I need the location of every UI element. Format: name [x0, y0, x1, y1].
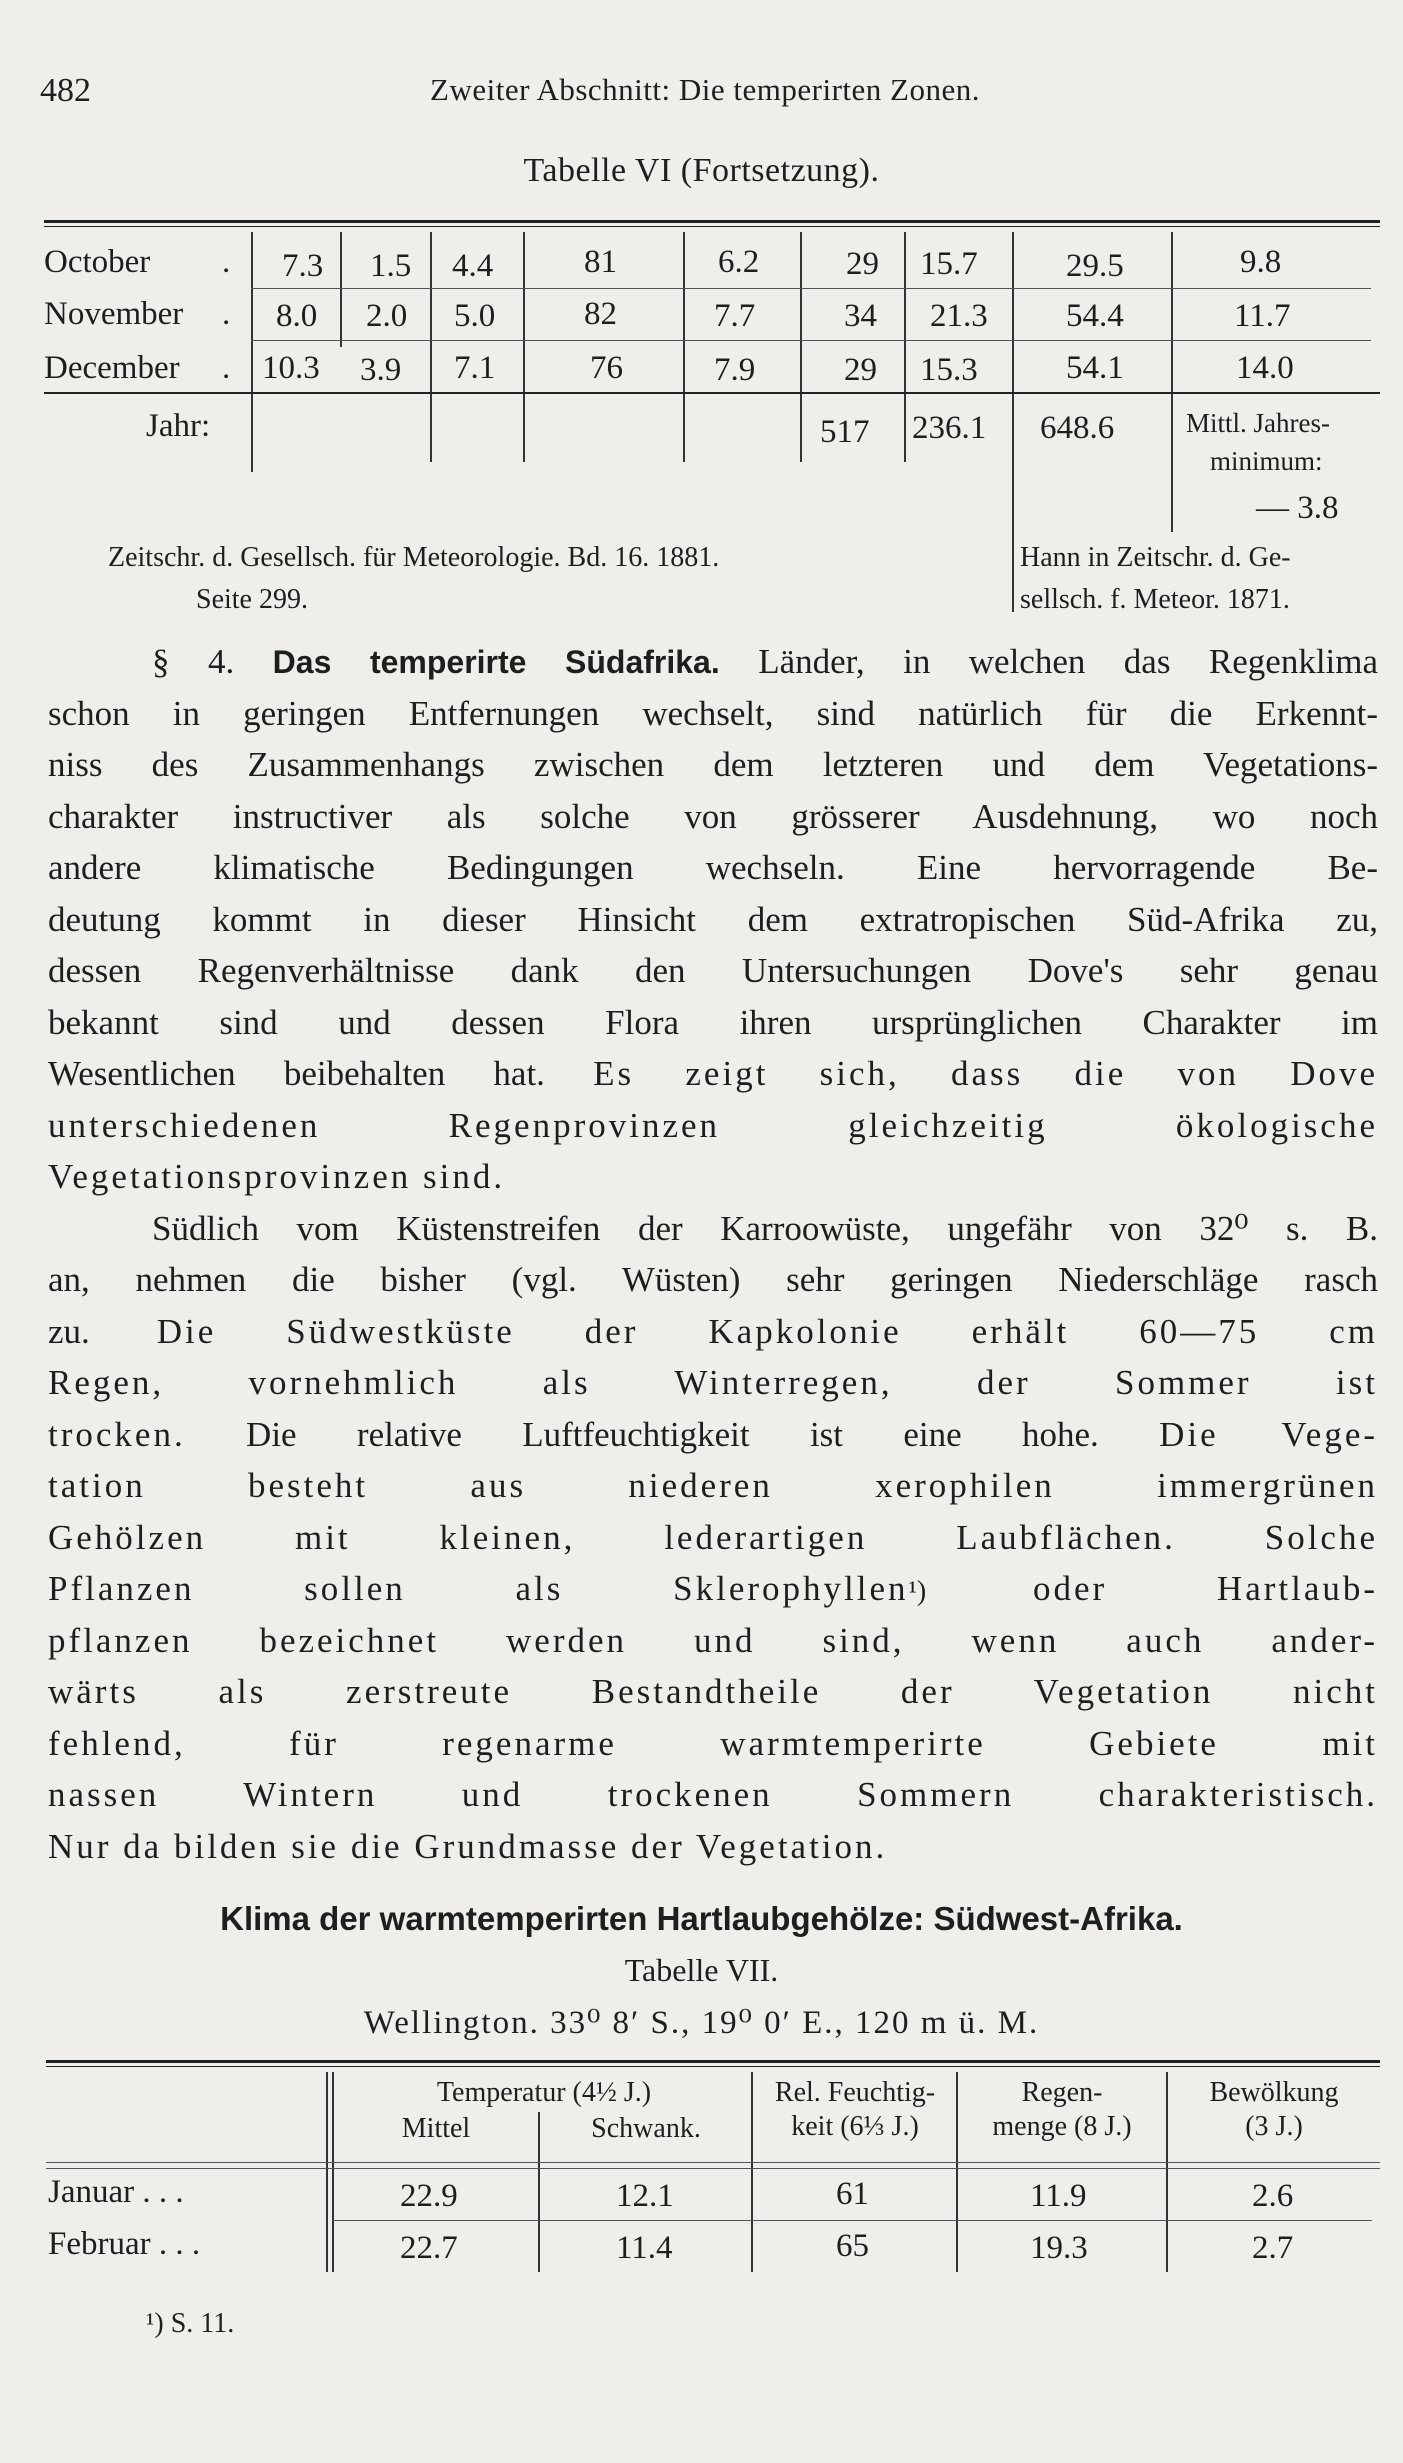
table7-heading: Klima der warmtemperirten Hartlaubgehölze: Südwest-Afrika.: [220, 1900, 1183, 1937]
col-header-schwank: Schwank.: [591, 2113, 701, 2144]
text-line: zu. Die Südwestküste der Kapkolonie erhält 60—75 cm: [48, 1311, 1379, 1351]
running-title: Zweiter Abschnitt: Die temperirten Zonen.: [430, 72, 980, 107]
cell: 8.0: [276, 298, 318, 334]
cell: 14.0: [1236, 350, 1294, 386]
text-line: Wesentlichen beibehalten hat. Es zeigt sich, dass die von Dove: [48, 1054, 1379, 1093]
footnote-ref: ¹): [908, 1576, 927, 1607]
cell: 3.9: [360, 352, 402, 388]
cell: 65: [836, 2228, 869, 2264]
text-line: unterschiedenen Regenprovinzen gleichzeitig ökologische: [48, 1105, 1378, 1145]
cell: 34: [844, 298, 877, 334]
col-header-feucht: Rel. Feuchtig- keit (6⅓ J.): [774, 2077, 936, 2142]
row-month: November: [44, 296, 184, 332]
text-line: an, nehmen die bisher (vgl. Wüsten) sehr geringen Niederschläge rasch: [48, 1260, 1378, 1299]
col-header-temp: Temperatur (4½ J.): [436, 2077, 652, 2108]
source-right: sellsch. f. Meteor. 1871.: [1020, 584, 1290, 615]
cell: 9.8: [1240, 244, 1282, 280]
table7-top-rule: [46, 2060, 1380, 2063]
text-line: fehlend, für regenarme warmtemperirte Gebiete mit: [48, 1723, 1378, 1763]
row-divider: [332, 2220, 1372, 2221]
cell: 10.3: [262, 350, 320, 386]
text-line: deutung kommt in dieser Hinsicht dem extratropischen Süd-Afrika zu,: [48, 899, 1378, 939]
cell: 7.7: [714, 298, 756, 334]
text-line: pflanzen bezeichnet werden und sind, wenn auch ander-: [48, 1620, 1378, 1660]
cell: 81: [584, 244, 617, 280]
cell: 1.5: [370, 248, 412, 284]
cell: 15.7: [920, 246, 978, 282]
cell: 22.7: [400, 2230, 458, 2266]
cell: 7.3: [282, 248, 324, 284]
col-header-mittel: Mittel: [401, 2113, 471, 2144]
mittl-label: Mittl. Jahres-: [1186, 408, 1330, 438]
col-header-bewoelkung: Bewölkung (3 J.): [1209, 2077, 1339, 2142]
cell: 29: [844, 352, 877, 388]
row-month: Januar . . .: [48, 2174, 184, 2210]
text-line: nassen Wintern und trockenen Sommern charakteristisch.: [48, 1775, 1378, 1814]
text-line: dessen Regenverhältnisse dank den Untersuchungen Dove's sehr genau: [48, 951, 1378, 990]
cell: 21.3: [930, 298, 988, 334]
cell: 29.5: [1066, 248, 1124, 284]
section-4: § 4. Das temperirte Südafrika. Länder, in welchen das Regenklima schon in geringen Entfernungen wechselt, sind natürlich für die Erkennt- niss des Zusammenhangs zwischen dem letzteren und dem Vegetations- charakter instructiver als solche von grösserer Ausdehnung, wo noch andere klimatische Bedingungen wechseln. Eine hervorragende Be- deutung kommt in dieser Hinsicht dem extratropischen Süd-Afrika zu, dessen Regenverhältnisse dank den Untersuchungen Dove's sehr genau bekannt sind und dessen Flora ihren ursprünglichen Charakter im Wesentlichen beibehalten hat. Es zeigt sich, dass die von Dove unterschiedenen Regenprovinzen gleichzeitig ökologische Vegetationsprovinzen sind. Südlich vom Küstenstreifen der Karroowüste, ungefähr von 32⁰ s. B. an, nehmen die bisher (vgl. Wüsten) sehr geringen Niederschläge rasch zu. Die Südwestküste der Kapkolonie erhält 60—75 cm Regen, vornehmlich als Winterregen, der Sommer ist trocken. Die relative Luftfeuchtigkeit ist eine hohe. Die Vege- tation besteht aus niederen xerophilen immergrünen Gehölzen mit kleinen, lederartigen Laubflächen. Solche Pflanzen sollen als Sklerophyllen¹) oder Hartlaub- pflanzen bezeichnet werden und sind, wenn auch ander- wärts als zerstreute Bestandtheile der Vegetation nicht fehlend, für regenarme warmtemperirte Gebiete mit nassen Wintern und trockenen Sommern charakteristisch. Nur da bilden sie die Grundmasse der Vegetation.: [48, 636, 1378, 1872]
section-number: § 4.: [152, 642, 235, 681]
cell: 54.1: [1066, 350, 1124, 386]
cell: 11.4: [616, 2230, 673, 2266]
cell: 2.7: [1252, 2230, 1294, 2266]
text-line: Regen, vornehmlich als Winterregen, der Sommer ist: [48, 1363, 1378, 1402]
cell: 517: [820, 414, 870, 450]
mittl-label: minimum:: [1210, 446, 1323, 476]
header-divider: [46, 2162, 1380, 2163]
text-line: bekannt sind und dessen Flora ihren ursprünglichen Charakter im: [48, 1002, 1378, 1042]
source-left: Seite 299.: [196, 584, 308, 615]
text-line: schon in geringen Entfernungen wechselt, sind natürlich für die Erkennt-: [48, 693, 1378, 733]
header-divider: [46, 2168, 1380, 2169]
table6: October . 7.3 1.5 4.4 81 6.2 29 15.7 29.5 9.8 November . 8.0 2.0 5.0 82 7.7 34 21.3 54.4 11.7 December . 10.3 3.9 7.1 76 7.9 29 15.3 54.1 14.0 Jahr: 517 236.1 648.6 Mittl. Jahres- minimum: — 3.8 Zeitschr. d. Gesellsch. für Meteorologie. Bd. 16. 1881. Seite 299. Hann in Zeitschr. d. Ge- sellsch. f. Meteor. 1871.: [0, 0, 1403, 620]
mittl-value: — 3.8: [1256, 490, 1339, 526]
col-divider: [326, 2072, 328, 2272]
cell: 11.9: [1030, 2178, 1087, 2214]
source-left: Zeitschr. d. Gesellsch. für Meteorologie. Bd. 16. 1881.: [108, 542, 720, 573]
cell: 11.7: [1234, 298, 1291, 334]
section-title: Das temperirte Südafrika.: [272, 644, 720, 680]
cell: 29: [846, 246, 879, 282]
cell: 7.1: [454, 350, 496, 386]
text-line: Vegetationsprovinzen sind.: [48, 1157, 506, 1196]
text-line: Südlich vom Küstenstreifen der Karroowüste, ungefähr von 32⁰ s. B.: [152, 1208, 1378, 1248]
text-line: trocken. Die relative Luftfeuchtigkeit ist eine hohe. Die Vege-: [48, 1414, 1379, 1454]
cell: 19.3: [1030, 2230, 1088, 2266]
text-line: charakter instructiver als solche von grösserer Ausdehnung, wo noch: [48, 796, 1378, 836]
text-line: Nur da bilden sie die Grundmasse der Vegetation.: [48, 1826, 888, 1866]
table7-caption: Tabelle VII.: [624, 1952, 779, 1988]
jahr-label: Jahr:: [146, 408, 211, 444]
source-right: Hann in Zeitschr. d. Ge-: [1020, 542, 1291, 573]
cell: 22.9: [400, 2178, 458, 2214]
footnote: ¹) S. 11.: [146, 2308, 235, 2339]
cell: 648.6: [1040, 410, 1115, 446]
row-month: December: [44, 350, 180, 386]
row-month: Februar . . .: [48, 2226, 201, 2262]
cell: 76: [590, 350, 623, 386]
cell: 12.1: [616, 2178, 674, 2214]
row-month: October: [44, 244, 151, 280]
text-line: tation besteht aus niederen xerophilen immergrünen: [48, 1466, 1378, 1505]
cell: 4.4: [452, 248, 494, 284]
table7-station: Wellington. 33⁰ 8′ S., 19⁰ 0′ E., 120 m ü. M.: [363, 2005, 1040, 2041]
table7-top-rule-thin: [46, 2066, 1380, 2067]
cell: 236.1: [912, 410, 987, 446]
page-number: 482: [40, 72, 91, 109]
text-line: wärts als zerstreute Bestandtheile der Vegetation nicht: [48, 1672, 1378, 1711]
text-line: Gehölzen mit kleinen, lederartigen Laubflächen. Solche: [48, 1517, 1378, 1557]
text-line: niss des Zusammenhangs zwischen dem letzteren und dem Vegetations-: [48, 745, 1378, 784]
cell: 2.6: [1252, 2178, 1294, 2214]
cell: 61: [836, 2176, 869, 2212]
cell: 5.0: [454, 298, 496, 334]
table6-caption: Tabelle VI (Fortsetzung).: [523, 152, 880, 189]
text-line: Pflanzen sollen als Sklerophyllen¹) oder Hartlaub-: [48, 1569, 1379, 1608]
cell: 2.0: [366, 298, 408, 334]
cell: 7.9: [714, 352, 756, 388]
cell: 15.3: [920, 352, 978, 388]
cell: 54.4: [1066, 298, 1124, 334]
cell: 82: [584, 296, 617, 332]
cell: 6.2: [718, 244, 760, 280]
text-line: andere klimatische Bedingungen wechseln. Eine hervorragende Be-: [48, 848, 1378, 887]
col-header-regen: Regen- menge (8 J.): [992, 2077, 1132, 2142]
